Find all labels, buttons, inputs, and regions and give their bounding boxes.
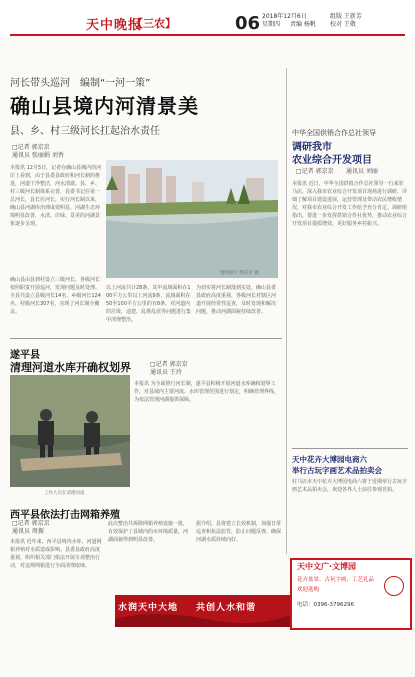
sidebar-headline-2: 农业综合开发项目 xyxy=(292,155,372,166)
lead-byline: □记者 郭京京 xyxy=(12,144,50,151)
issue-date: 2018年12月6日 xyxy=(262,13,307,20)
column-divider xyxy=(286,68,287,554)
newspaper-logo: 天中晚报 xyxy=(86,18,143,33)
ad-box-line-1: 花卉盆景、古玩字画、工艺礼品 xyxy=(297,577,375,583)
lead-headline: 确山县境内河清景美 xyxy=(10,94,199,118)
story3-byline: □记者 郭京京 xyxy=(12,520,50,527)
ad-slogan-1: 水润天中大地 xyxy=(118,603,179,613)
ad-box-title: 天中文广·文博园 xyxy=(297,562,357,571)
lead-subhead: 县、乡、村三级河长扛起治水责任 xyxy=(10,126,160,137)
river-photo xyxy=(106,160,278,278)
story3-body-a: 本报讯 近年来，西平县境内水库、河道网箱养殖对水质造成影响。县委县政府高度重视，组织相关部门依法开展专项整治行动，对违规网箱进行全面清理取缔。 xyxy=(10,539,102,569)
sidebar-headline-1: 调研我市 xyxy=(292,142,332,153)
story2-headline: 清理河道水库开确权划界 xyxy=(10,361,131,374)
emblem-icon xyxy=(384,576,404,596)
story2-kicker: 遂平县 xyxy=(10,350,40,361)
divider xyxy=(292,448,408,449)
sidebar-byline-2: 通讯员 刘丽 xyxy=(346,168,378,175)
story2-body: 本报讯 为全面推行河长制，遂平县积极开展河道水库确权划界工作，对县域内主要河流、水库管理范围进行划定，明确管理界线，为依法管理河湖提供保障。 xyxy=(134,381,280,403)
notice-body: 驻马店市天中花卉大博园电商六将于近期举行古玩字画艺术品拍卖会，欢迎各界人士前往参观竞拍。 xyxy=(292,479,408,493)
story2-byline-2: 通讯员 王玲 xyxy=(150,369,182,376)
ad-box-line-2: 欢迎选购 xyxy=(297,587,320,593)
sidebar-body: 本报讯 近日，中华全国供销合作总社领导一行来驻马店，深入我市农业综合开发项目现场进行调研，详细了解项目建设进展、运营管理及带动农民增收情况，对我市农业综合开发工作给予充分肯定。调研组指出，要进一步发挥供销合作社优势，推动农业综合开发项目提质增效，更好服务乡村振兴。 xyxy=(292,181,408,227)
divider xyxy=(10,338,282,339)
story2-byline: □记者 郭京京 xyxy=(150,361,188,368)
river-photo-caption: 资料照片 郭京京 摄 xyxy=(220,271,259,276)
sidebar-byline: □记者 郭京京 xyxy=(296,168,334,175)
story3-byline-2: 通讯员 周振 xyxy=(12,528,44,535)
notice-headline-1: 天中花卉大博园电商六 xyxy=(292,455,367,464)
cleaning-photo-caption: 工作人员在清理河道 xyxy=(44,491,85,496)
ad-box-phone: 电话：0396-3796296 xyxy=(297,602,354,608)
lead-body-c: 以上河流共计28条，其中流域面积在100平方公里以上河流9条，流域面积在50至100平方公里的有8条。对河道内的垃圾、违建、乱堆乱放等问题进行集中清理整治。 xyxy=(106,285,192,323)
ad-slogan-2: 共创人水和谐 xyxy=(196,603,257,613)
lead-byline-2: 通讯员 张丽娟 刘香 xyxy=(12,152,64,159)
design-credit: 组版 王新芳 xyxy=(330,13,362,20)
masthead-rule xyxy=(10,34,405,36)
lead-body-a: 本报讯 12月5日，记者在确山县城内的河岸上看到，由于县委县政府和河长制的推进，河道干净整洁，河水清澈。县、乡、村三级河长制体系完善，县委书记任第一总河长，县长任河长，实行河长制以来，确山县河湖库治理成效明显，河湖生态环境明显改善，水清、岸绿、景美的河湖景象逐步呈现。 xyxy=(10,165,102,227)
sidebar-kicker: 中华全国供销合作总社领导 xyxy=(292,129,376,137)
river-cleaning-photo xyxy=(10,375,130,487)
editor-credit: 责编 杨帆 xyxy=(290,21,316,28)
story3-body-c: 据介绍，县将建立长效机制，加强日常巡查和执法监管，防止问题反弹，确保河湖水质持续向好。 xyxy=(196,521,282,543)
notice-headline-2: 举行古玩字画艺术品拍卖会 xyxy=(292,466,382,475)
issue-weekday: 星期四 xyxy=(262,21,281,28)
story3-body-b: 此次整治共拆除网箱养殖设施一批，有效保护了县域内的水环境质量，河湖面貌得到明显改善。 xyxy=(108,521,189,543)
lead-body-b: 确山县由县到村设立三级河长，各级河长按照职责开展巡河，发现问题及时处理。全县共设立县级河长14名、乡级河长124名、村级河长307名，实现了河长制全覆盖。 xyxy=(10,277,101,315)
proof-credit: 校对 王敬 xyxy=(330,21,356,28)
story3-headline: 西平县依法打击网箱养殖 xyxy=(10,510,120,521)
page-number: 06 xyxy=(235,13,261,34)
lead-kicker: 河长带头巡河 编制“一河一策” xyxy=(10,78,151,89)
lead-body-d: 为切实将河长制落到实处，确山县委县政府高度重视，各级河长对辖区河道开展经常性巡查，及时发现和解决问题，推动河湖面貌持续改善。 xyxy=(196,285,277,315)
section-label: 【三农】 xyxy=(132,17,176,30)
